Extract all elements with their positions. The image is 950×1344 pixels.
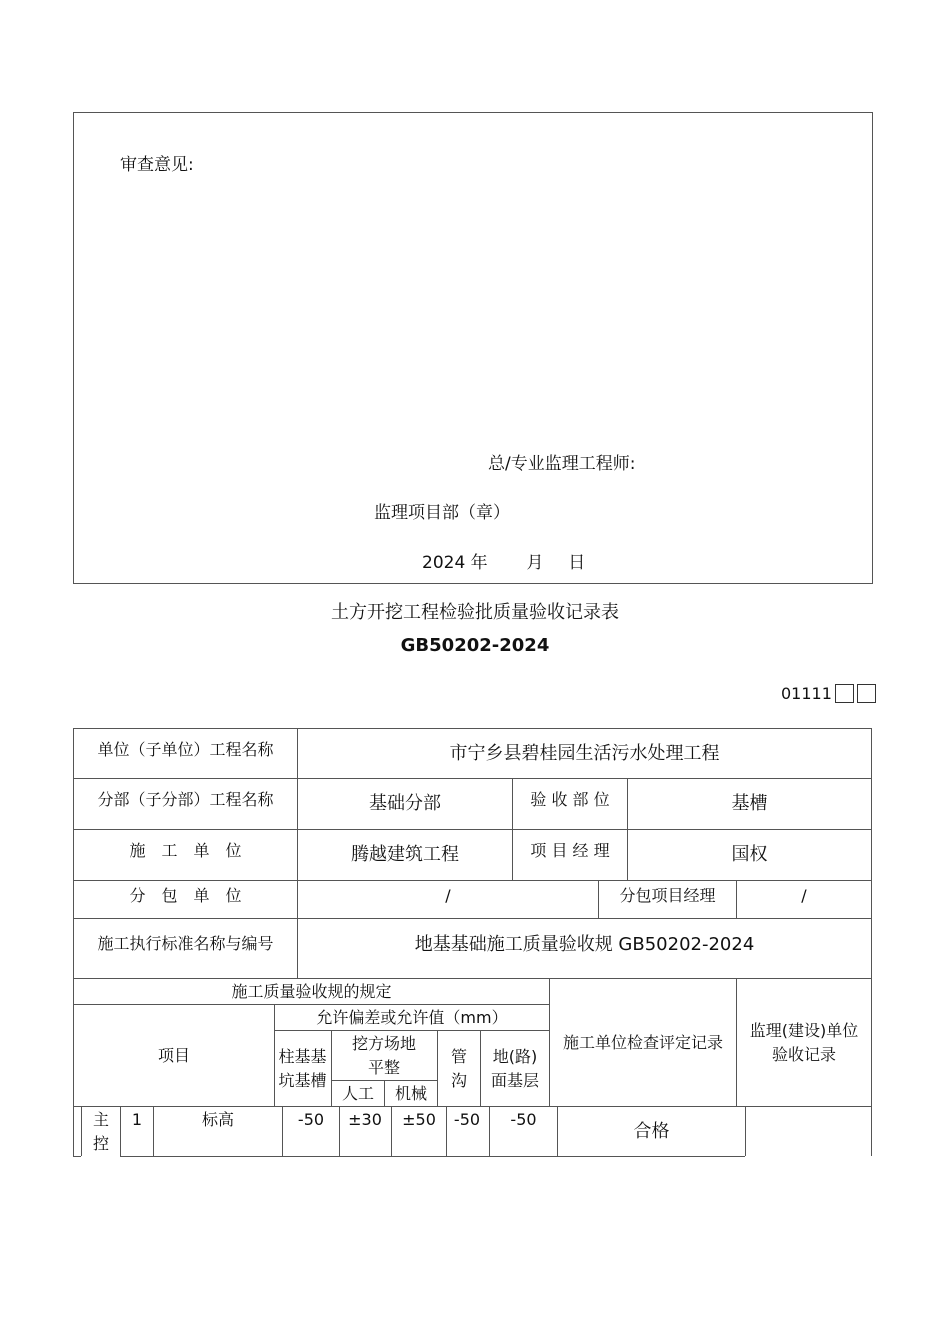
row-road-value: -50 [510,1110,537,1129]
grid-line [81,1106,82,1156]
unit-name-value: 市宁乡县碧桂园生活污水处理工程 [449,742,720,764]
grid-line [73,1156,81,1157]
spec-header: 施工质量验收规的规定 [231,981,392,1001]
row-trench-value: -50 [453,1110,481,1129]
project-manager-value: 国权 [731,844,768,865]
form-title: 土方开挖工程检验批质量验收记录表 [331,602,619,623]
grid-line [437,1030,438,1106]
code-box-2[interactable] [857,684,876,703]
row-pit-value: -50 [297,1110,325,1129]
project-manager-label: 项 目 经 理 [530,841,610,860]
inspect-part-value: 基槽 [731,793,768,814]
engineer-signature-label: 总/专业监理工程师: [488,454,636,474]
standard-value: 地基基础施工质量验收规 GB50202-2024 [414,934,755,955]
form-code-text: 01111 [781,684,832,703]
sub-manager-label: 分包项目经理 [619,886,716,905]
grid-line [480,1030,481,1106]
grid-line [120,1156,745,1157]
tolerance-header: 允许偏差或允许值（mm） [316,1007,508,1027]
row-manual-value: ±30 [348,1110,382,1129]
col-trench-header: 管沟 [450,1046,467,1090]
form-code [781,684,876,703]
row-result: 合格 [633,1120,670,1142]
grid-line [745,1106,746,1156]
row-machine-value: ±50 [402,1110,436,1129]
review-opinion-label: 审查意见: [120,155,194,175]
col-pit-header: 柱基基坑基槽 [278,1046,327,1090]
sub-project-label: 分部（子分部）工程名称 [97,790,274,809]
grid-line [871,728,872,1156]
grid-line [339,1106,340,1156]
date-month: 月 [526,553,544,573]
form-standard: GB50202-2024 [400,635,550,656]
review-date [422,548,585,573]
item-header: 项目 [157,1045,190,1065]
supervision-dept-label: 监理项目部（章） [374,503,510,523]
grid-line [446,1106,447,1156]
inspect-part-label: 验 收 部 位 [530,790,610,809]
col-site-header: 挖方场地平整 [351,1033,416,1077]
sub-manager-value: / [801,886,807,905]
standard-label: 施工执行标准名称与编号 [97,934,274,953]
col-road-header: 地(路)面基层 [490,1046,539,1090]
row-item: 标高 [201,1110,234,1129]
contractor-label: 施 工 单 位 [129,841,242,860]
sub-project-value: 基础分部 [369,793,441,814]
col-machine-header: 机械 [394,1083,427,1103]
subcontractor-value: / [445,886,451,905]
subcontractor-label: 分 包 单 位 [129,886,242,905]
code-box-1[interactable] [835,684,854,703]
date-year: 2024 年 [422,553,488,573]
grid-line [73,1106,872,1107]
supervisor-record-header: 监理(建设)单位验收记录 [749,1020,859,1064]
grid-line [736,978,737,1106]
col-manual-header: 人工 [341,1083,374,1103]
unit-name-label: 单位（子单位）工程名称 [97,740,274,759]
contractor-record-header: 施工单位检查评定记录 [562,1032,723,1052]
row-number: 1 [131,1110,143,1129]
row-category: 主控 [92,1110,109,1153]
contractor-value: 腾越建筑工程 [351,844,459,865]
date-day: 日 [568,553,586,573]
